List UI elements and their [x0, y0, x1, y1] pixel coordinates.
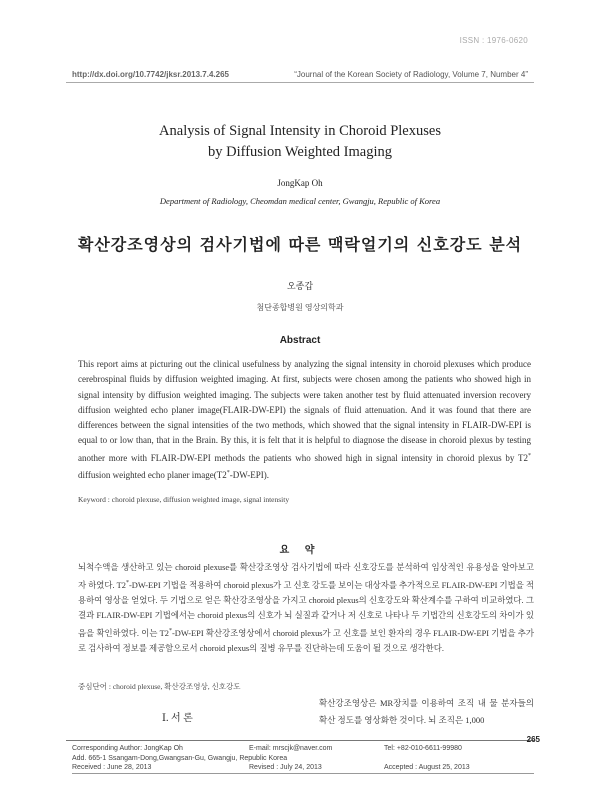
- korean-abstract-body: [78, 560, 534, 657]
- author-address: Add. 665-1 Ssangam-Dong,Gwangsan-Gu, Gwangju, Republic Korea: [72, 754, 288, 762]
- footer-row-dates: [72, 763, 534, 773]
- title-line-1: Analysis of Signal Intensity in Choroid Plexuses: [159, 123, 441, 139]
- keywords: Keyword : choroid plexuse, diffusion weighted image, signal intensity: [78, 495, 290, 504]
- korean-abstract-text-2: -DW-EPI 기법을 적용하여 choroid plexus가 고 신호 강도를 보이는 대상자를 추가적으로 FLAIR-DW-EPI 기법을 적용하여 영상을 얻었다. 두 기법으로 얻은 확산강조영상을 가지고 choroid plexus의 신호강도와 확산계수를 구하여 비교하였다. 그 결과 FLAIR-DW-EPI 기법에서는 choroid plexus의 신호가 뇌 실질과 같거나 저 신호로 나타나 두 기법간의 신호강도의 차이가 있음을 확인하였다. 이는 T2: [78, 580, 534, 638]
- korean-abstract-text-1: 뇌척수액을 생산하고 있는 choroid plexuse를 확산강조영상 검사기법에 따라 신호강도를 분석하여 임상적인 유용성을 알아보고자 하였다. T2: [78, 563, 534, 590]
- issn-label: ISSN : 1976-0620: [459, 36, 528, 45]
- corresponding-author: Corresponding Author: JongKap Oh: [72, 745, 183, 752]
- journal-citation: “Journal of the Korean Society of Radiology, Volume 7, Number 4”: [294, 70, 528, 79]
- korean-abstract-sup-2: *: [168, 627, 172, 634]
- abstract-sup-1: *: [528, 452, 531, 459]
- korean-affiliation: 첨단종합병원 영상의학과: [256, 303, 344, 312]
- author-email[interactable]: E-mail: mrscjk@naver.com: [249, 745, 333, 752]
- introduction-text: [319, 695, 534, 729]
- running-header: [72, 70, 528, 79]
- header-divider: [66, 82, 534, 83]
- korean-title: 확산강조영상의 검사기법에 따른 맥락얼기의 신호강도 분석: [77, 235, 523, 254]
- correspondence-footer: [72, 744, 534, 774]
- author-name: JongKap Oh: [277, 178, 323, 188]
- abstract-sup-2: *: [226, 470, 230, 477]
- page-number: 265: [526, 735, 540, 744]
- received-date: Received : June 28, 2013: [72, 764, 152, 771]
- abstract-text-3: -DW-EPI).: [229, 470, 270, 481]
- introduction-paragraph: 확산강조영상은 MR장치를 이용하여 조직 내 물 분자들의 확산 정도를 영상화한 것이다. 뇌 조직은 1,000: [319, 698, 534, 725]
- section-heading-introduction: Ⅰ. 서 론: [162, 713, 193, 724]
- abstract-heading: Abstract: [279, 335, 321, 346]
- footer-divider: [66, 740, 534, 741]
- footer-row-address: [72, 754, 534, 764]
- korean-keywords: 중심단어 : choroid plexuse, 확산강조영상, 신호강도: [78, 682, 241, 691]
- footer-row-contact: [72, 744, 534, 754]
- korean-author-name: 오종갑: [286, 281, 314, 291]
- accepted-date: Accepted : August 25, 2013: [384, 764, 470, 771]
- korean-abstract-text-3: -DW-EPI 확산강조영상에서 choroid plexus가 고 신호를 보인 환자의 경우 FLAIR-DW-EPI 기법을 추가로 검사하여 정보를 제공함으로서 choroid plexus의 질병 유무를 진단하는데 도움이 될 것으로 생각한다.: [78, 628, 534, 654]
- abstract-text-2: diffusion weighted echo planer image(T2: [78, 470, 227, 481]
- author-phone: Tel: +82-010-6611-99980: [384, 745, 462, 752]
- paper-title: [0, 121, 600, 163]
- revised-date: Revised : July 24, 2013: [249, 764, 322, 771]
- abstract-body: [78, 357, 531, 483]
- doi-link[interactable]: http://dx.doi.org/10.7742/jksr.2013.7.4.265: [72, 70, 229, 79]
- korean-abstract-heading: 요 약: [279, 545, 321, 556]
- author-affiliation: Department of Radiology, Cheomdan medical center, Gwangju, Republic of Korea: [159, 196, 441, 206]
- abstract-text-1: This report aims at picturing out the clinical usefulness by analyzing the signal intensity in choroid plexuses which produce cerebrospinal fluids by diffusion weighted imaging. At first, subjects were chosen among the patients who showed high in signal intensity by diffusion weighted imaging. The subjects were taken another test by fluid attenuated inversion recovery diffusion weighted echo planer image(FLAIR-DW-EPI) the signals of fluid attenuation. And it was found that there are differences between the signal intensities of the two methods, which showed that the signal intensity in FLAIR-DW-EPI is equal to or low than, that in the Brain. By this, it is felt that it is helpful to diagnose the disease in choroid plexus by testing another more with FLAIR-DW-EPI methods the patients who showed high in signal intensity in choroid plexus by T2: [78, 359, 531, 463]
- title-line-2: by Diffusion Weighted Imaging: [208, 144, 392, 160]
- korean-abstract-sup-1: *: [125, 579, 129, 586]
